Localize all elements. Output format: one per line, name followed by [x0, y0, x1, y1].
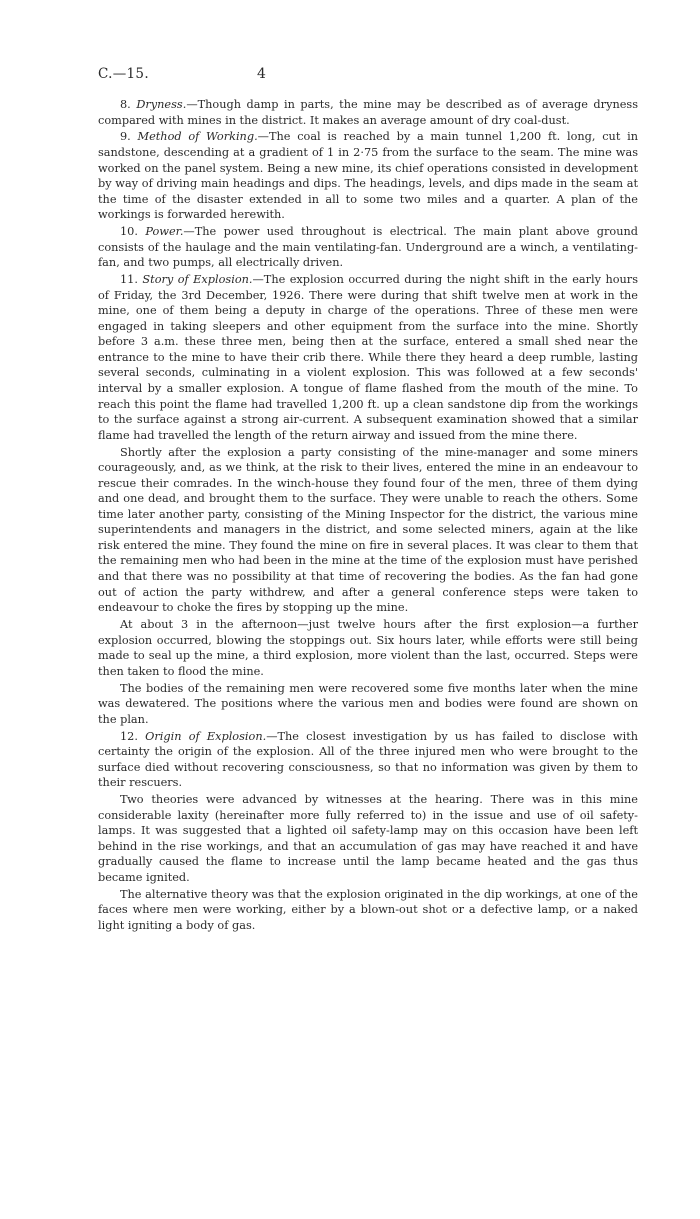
section-heading: Power. — [145, 225, 184, 239]
section-heading: Story of Explosion. — [142, 273, 253, 287]
paragraph-dryness — [98, 97, 638, 128]
paragraph-text: —Though damp in parts, the mine may be described as of average dryness compared with mines in the district. It makes an average amount of dry coal-dust. — [98, 98, 639, 127]
section-number: 11. — [120, 273, 138, 287]
paragraph-story-of-explosion — [98, 272, 638, 443]
document-reference: C.—15. — [98, 66, 149, 82]
paragraph-two-theories: Two theories were advanced by witnesses at the hearing. There was in this mine considerable laxity (hereinafter more fully referred to) in the issue and use of oil safety-lamps. It was suggested that a lighted oil safety-lamp may on this occasion have been left behind in the rise workings, and that an accumulation of gas may have reached it and have gradually caused the flame to increase until the lamp became heated and the gas thus became ignited. — [98, 793, 638, 884]
section-number: 10. — [120, 225, 138, 239]
document-body — [98, 97, 638, 934]
paragraph-further-explosions: At about 3 in the afternoon—just twelve hours after the first explosion—a further explosion occurred, blowing the stoppings out. Six hours later, while efforts were still being made to seal up the mine, a third explosion, more violent than the last, occurred. Steps were then taken to flood the mine. — [98, 618, 638, 678]
paragraph-text: —The explosion occurred during the night shift in the early hours of Friday, the 3rd December, 1926. There were during that shift twelve men at work in the mine, one of them being a deputy in charge of the operations. Three of these men were engaged in taking sleepers and other equipment from the surface into the mine. Shortly before 3 a.m. these three men, being then at the surface, entered a small shed near the entrance to the mine to have their crib there. While there they heard a deep rumble, lasting several seconds, culminating in a violent explosion. This was followed at a few seconds' interval by a smaller explosion. A tongue of flame flashed from the mouth of the mine. To reach this point the flame had travelled 1,200 ft. up a clean sandstone dip from the workings to the surface against a strong air-current. A subsequent examination showed that a similar flame had travelled the length of the return airway and issued from the mine there. — [98, 273, 639, 442]
section-heading: Dryness. — [136, 98, 187, 111]
section-heading: Origin of Explosion. — [145, 729, 267, 743]
paragraph-text: —The power used throughout is electrical. The main plant above ground consists of the haulage and the main ventilating-fan. Underground are a winch, a ventilating-fan, and two pumps, all electrically driven. — [98, 225, 639, 270]
document-page — [0, 66, 700, 1219]
section-number: 9. — [120, 130, 131, 144]
paragraph-bodies-recovered: The bodies of the remaining men were recovered some five months later when the mine was dewatered. The positions where the various men and bodies were found are shown on the plan. — [98, 681, 638, 726]
paragraph-method-of-working — [98, 129, 638, 222]
paragraph-text: —The coal is reached by a main tunnel 1,200 ft. long, cut in sandstone, descending at a gradient of 1 in 2·75 from the surface to the seam. The mine was worked on the panel system. Being a new mine, its chief operations consisted in development by way of driving main headings and dips. The headings, levels, and dips made in the seam at the time of the disaster extended in all to some two miles and a quarter. A plan of the workings is forwarded herewith. — [98, 130, 638, 222]
section-number: 8. — [120, 98, 131, 111]
page-number: 4 — [257, 66, 266, 82]
page-header — [98, 66, 638, 90]
paragraph-rescue-parties: Shortly after the explosion a party consisting of the mine-manager and some miners courageously, and, as we think, at the risk to their lives, entered the mine in an endeavour to rescue their comrades. In the winch-house they found four of the men, three of them dying and one dead, and brought them to the surface. They were unable to reach the others. Some time later another party, consisting of the Mining Inspector for the district, the various mine superintendents and managers in the district, and some selected miners, again at the like risk entered the mine. They found the mine on fire in several places. It was clear to them that the remaining men who had been in the mine at the time of the explosion must have perished and that there was no possibility at that time of recovering the bodies. As the fan had gone out of action the party withdrew, and after a general conference steps were taken to endeavour to choke the fires by stopping up the mine. — [98, 445, 638, 615]
paragraph-origin-of-explosion — [98, 729, 638, 791]
paragraph-text: —The closest investigation by us has failed to disclose with certainty the origin of the explosion. All of the three injured men who were brought to the surface died without recovering consciousness, so that no information was given by them to their rescuers. — [98, 729, 639, 790]
paragraph-power — [98, 224, 638, 271]
section-number: 12. — [120, 729, 138, 743]
paragraph-alternative-theory: The alternative theory was that the explosion originated in the dip workings, at one of the faces where men were working, either by a blown-out shot or a defective lamp, or a naked light igniting a body of gas. — [98, 887, 638, 932]
section-heading: Method of Working. — [137, 130, 258, 144]
